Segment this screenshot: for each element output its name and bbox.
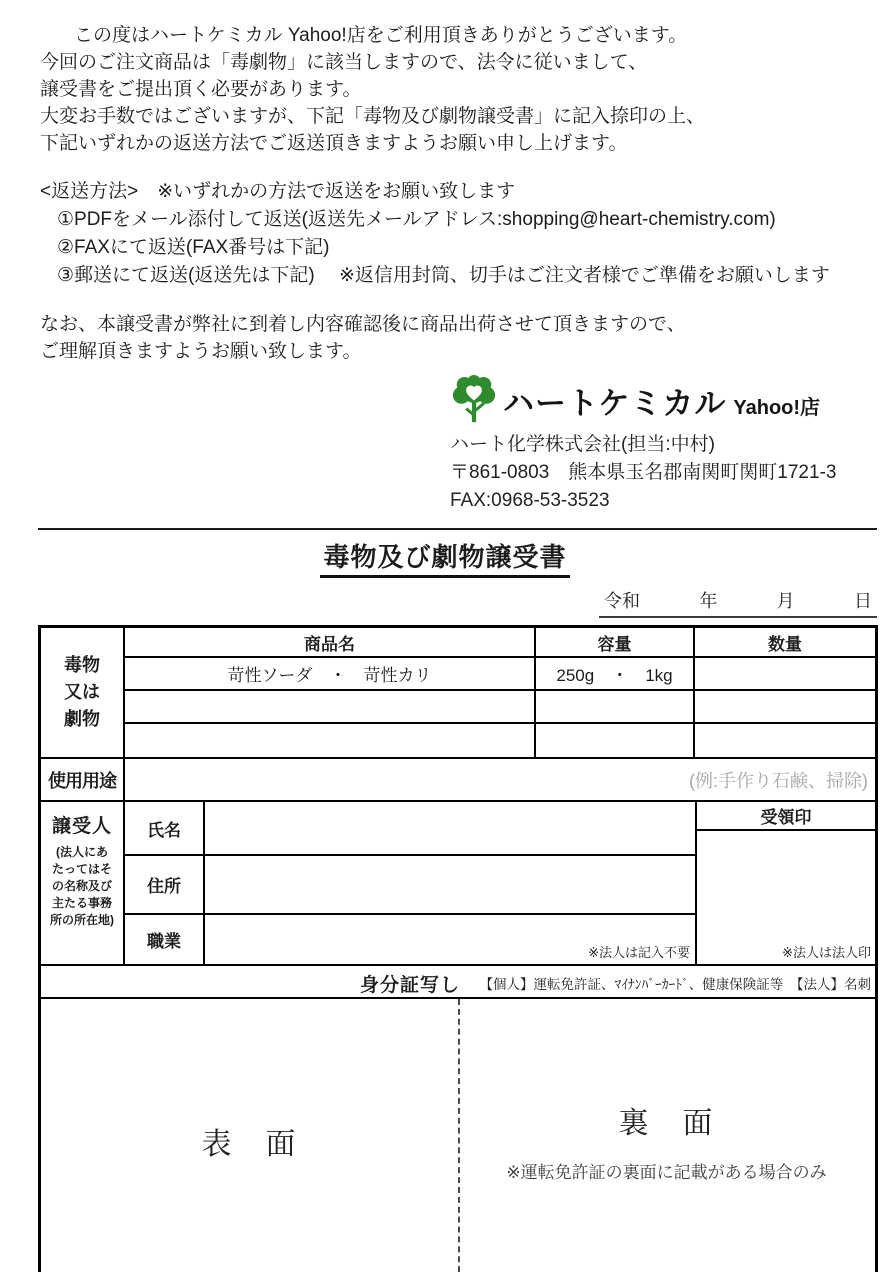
intro-line: 大変お手数ではございますが、下記「毒物及び劇物譲受書」に記入捺印の上、 <box>40 106 706 127</box>
id-back-note: ※運転免許証の裏面に記載がある場合のみ <box>506 1163 827 1182</box>
product-cell[interactable] <box>125 691 536 722</box>
table-row <box>125 658 875 691</box>
name-field-row <box>125 802 695 856</box>
volume-cell[interactable] <box>536 724 695 757</box>
occupation-field-label: 職業 <box>125 915 205 964</box>
date-era-label: 令和 <box>604 591 640 611</box>
address-field-row <box>125 856 695 915</box>
transferee-label: 譲受人 <box>51 816 112 837</box>
usage-section <box>41 757 875 800</box>
product-cell[interactable] <box>125 724 536 757</box>
form-table <box>38 625 878 1272</box>
quantity-column-header: 数量 <box>768 634 802 654</box>
company-logo <box>450 375 890 425</box>
date-month-label: 月 <box>776 591 795 611</box>
id-copy-title: 身分証写し <box>359 975 460 996</box>
table-header-row <box>125 628 875 658</box>
shipping-note <box>40 311 862 365</box>
name-input-area[interactable] <box>205 802 695 854</box>
seal-note: ※法人は法人印 <box>782 945 871 960</box>
seal-stamp-area[interactable] <box>697 831 875 964</box>
seal-column <box>695 802 875 964</box>
usage-input-area[interactable] <box>125 759 875 800</box>
transferee-sublabel-line: たってはそ <box>51 862 112 876</box>
id-copy-subtitle: 【個人】運転免許証、ﾏｲﾅﾝﾊﾞｰｶｰﾄﾞ、健康保険証等 【法人】名刺 <box>479 977 871 992</box>
company-contact-line: ハート化学株式会社(担当:中村) <box>450 434 715 455</box>
date-day-label: 日 <box>853 591 872 611</box>
id-back-area[interactable] <box>458 999 875 1272</box>
product-column-header: 商品名 <box>125 628 536 656</box>
return-method-item-mail: ③郵送にて返送(返送先は下記) ※返信用封筒、切手はご注文者様でご準備をお願いします <box>57 265 830 286</box>
transferee-sublabel-line: の名称及び <box>51 879 112 893</box>
transferee-sublabel-line: 所の所在地) <box>50 913 114 927</box>
form-title: 毒物及び劇物譲受書 <box>320 537 569 578</box>
table-row <box>125 724 875 757</box>
return-methods-section <box>40 178 862 290</box>
corporate-note: ※法人は記入不要 <box>588 945 690 960</box>
transferee-sublabel-line: (法人にあ <box>56 845 108 859</box>
usage-label: 使用用途 <box>41 759 125 800</box>
company-fax-line: FAX:0968-53-3523 <box>450 490 610 511</box>
company-block <box>450 375 890 515</box>
poison-products-section <box>41 628 875 757</box>
transferee-sublabel-line: 主たる事務 <box>51 896 112 910</box>
date-year-label: 年 <box>699 591 718 611</box>
note-line: ご理解頂きますようお願い致します。 <box>40 341 362 362</box>
id-front-label: 表 面 <box>201 1127 298 1161</box>
transferee-sublabel <box>41 844 123 929</box>
intro-line: 譲受書をご提出頂く必要があります。 <box>40 79 362 100</box>
horizontal-rule <box>38 528 877 530</box>
poison-category-label <box>41 628 125 757</box>
logo-store-suffix: Yahoo!店 <box>733 396 821 419</box>
transferee-section <box>41 800 875 964</box>
quantity-cell[interactable] <box>695 658 875 689</box>
logo-brand-text: ハートケミカル <box>503 385 727 421</box>
return-method-item-fax: ②FAXにて返送(FAX番号は下記) <box>57 237 330 258</box>
intro-line: この度はハートケミカル Yahoo!店をご利用頂きありがとうございます。 <box>74 25 688 46</box>
id-copy-area <box>41 997 875 1272</box>
usage-hint-text: (例:手作り石鹸、掃除) <box>689 770 868 791</box>
dashed-divider <box>458 999 460 1272</box>
return-method-item-pdf: ①PDFをメール添付して返送(返送先メールアドレス:shopping@heart-chemistry.com) <box>57 209 776 230</box>
volume-cell: 250g ・ 1kg <box>536 658 695 689</box>
date-fill-line[interactable] <box>599 587 877 618</box>
note-line: なお、本譲受書が弊社に到着し内容確認後に商品出荷させて頂きますので、 <box>40 314 686 335</box>
quantity-cell[interactable] <box>695 724 875 757</box>
return-methods-heading: <返送方法> ※いずれかの方法で返送をお願い致します <box>40 181 516 202</box>
volume-column-header: 容量 <box>536 628 695 656</box>
poison-label-line: 又は <box>64 682 100 702</box>
seal-header: 受領印 <box>697 802 875 831</box>
product-cell: 苛性ソーダ ・ 苛性カリ <box>125 658 536 689</box>
intro-paragraph <box>0 0 890 157</box>
table-row <box>125 691 875 724</box>
id-copy-header <box>41 964 875 997</box>
occupation-field-row <box>125 915 695 964</box>
volume-cell[interactable] <box>536 691 695 722</box>
company-address-line: 〒861-0803 熊本県玉名郡南関町関町1721-3 <box>450 462 837 483</box>
occupation-input-area[interactable] <box>205 915 695 964</box>
poison-label-line: 劇物 <box>64 709 100 729</box>
poison-label-line: 毒物 <box>64 655 100 675</box>
id-front-area[interactable] <box>41 999 458 1272</box>
address-input-area[interactable] <box>205 856 695 913</box>
heart-tree-logo-icon <box>450 375 498 425</box>
address-field-label: 住所 <box>125 856 205 913</box>
quantity-cell[interactable] <box>695 691 875 722</box>
name-field-label: 氏名 <box>125 802 205 854</box>
id-back-label: 裏 面 <box>618 1107 715 1140</box>
transferee-label-cell <box>41 802 125 964</box>
intro-line: 下記いずれかの返送方法でご返送頂きますようお願い申し上げます。 <box>40 133 628 154</box>
intro-line: 今回のご注文商品は「毒劇物」に該当しますので、法令に従いまして、 <box>40 52 648 73</box>
